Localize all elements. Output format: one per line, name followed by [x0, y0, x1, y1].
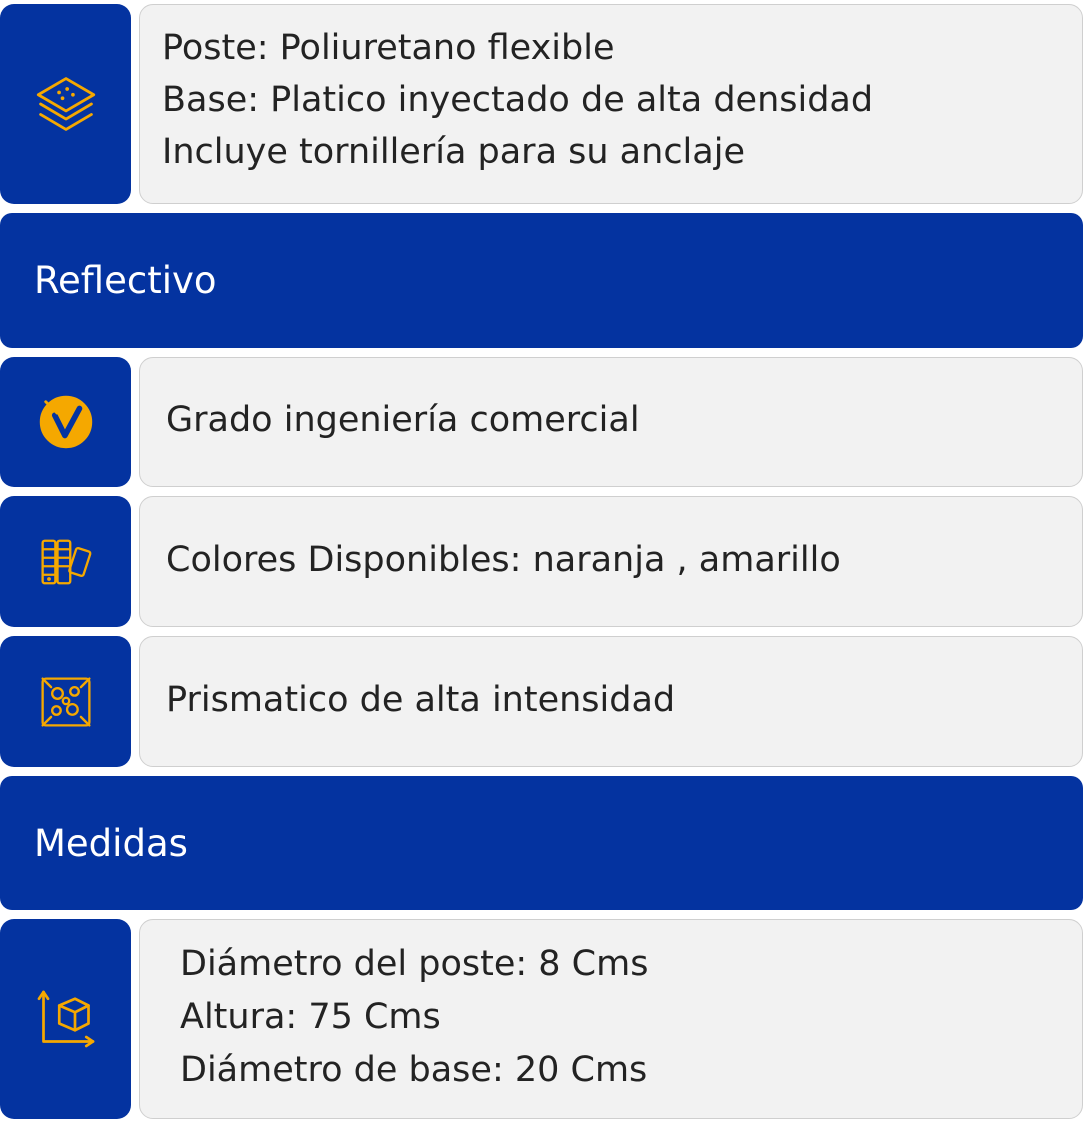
prismatic-grid-icon-tile: [0, 636, 131, 767]
grado-text-panel: [139, 357, 1083, 487]
reflective-check-icon: [30, 386, 102, 458]
dimensions-box-icon-tile: [0, 919, 131, 1119]
prismatic-grid-icon: [32, 668, 100, 736]
medidas-line-3: Diámetro de base: 20 Cms: [180, 1049, 648, 1090]
medidas-text-panel: [139, 919, 1083, 1119]
grado-line-1: Grado ingeniería comercial: [166, 400, 640, 440]
medidas-line-1: Diámetro del poste: 8 Cms: [180, 943, 649, 984]
spec-row-material: [0, 4, 1083, 204]
color-swatches-icon-tile: [0, 496, 131, 627]
colores-text-panel: [139, 496, 1083, 627]
spec-row-medidas: [0, 919, 1083, 1119]
material-line-2: Base: Platico inyectado de alta densidad: [162, 80, 874, 120]
material-line-3: Incluye tornillería para su anclaje: [162, 132, 745, 172]
prismatico-line-1: Prismatico de alta intensidad: [166, 679, 676, 720]
spec-row-prismatico: [0, 636, 1083, 767]
spec-row-colores: [0, 496, 1083, 627]
prismatico-text-panel: [139, 636, 1083, 767]
medidas-line-2: Altura: 75 Cms: [180, 996, 441, 1037]
material-text-panel: [139, 4, 1083, 204]
dimensions-box-icon: [30, 983, 102, 1055]
color-swatches-icon: [32, 528, 100, 596]
material-line-1: Poste: Poliuretano flexible: [162, 28, 615, 68]
layers-icon-tile: [0, 4, 131, 204]
reflective-check-icon-tile: [0, 357, 131, 487]
layers-icon: [29, 67, 103, 141]
spec-row-grado: [0, 357, 1083, 487]
section-header-reflectivo: Reflectivo: [0, 213, 1083, 348]
section-header-medidas: Medidas: [0, 776, 1083, 910]
colores-line-1: Colores Disponibles: naranja , amarillo: [166, 539, 841, 580]
